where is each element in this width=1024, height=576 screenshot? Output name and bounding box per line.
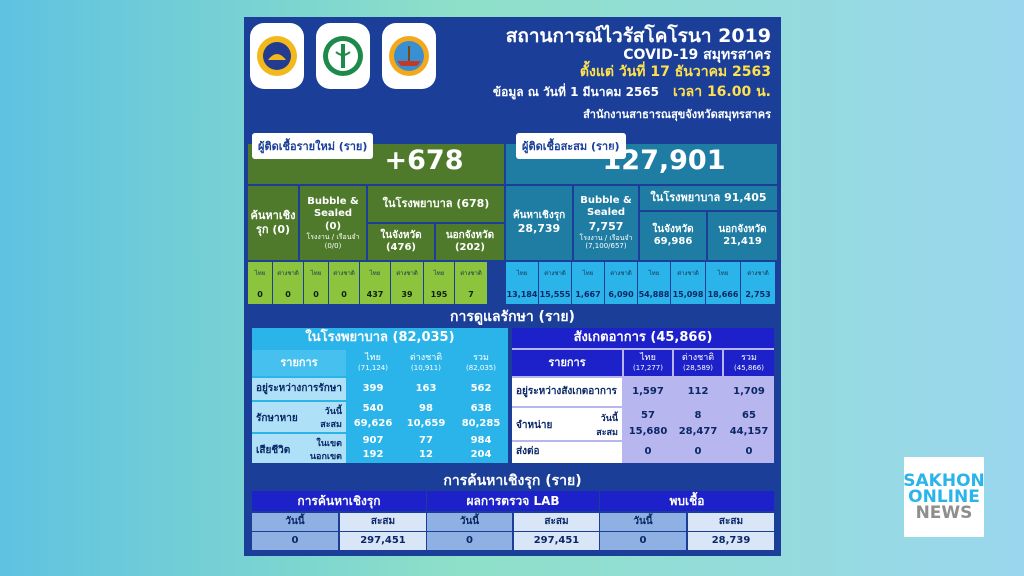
office-seal-logo — [382, 23, 436, 89]
new-col-header: ต่างชาติ — [391, 262, 423, 286]
search-cum-label: สะสม — [340, 513, 426, 531]
cum-col-value: 2,753 — [741, 286, 775, 304]
update-time: เวลา 16.00 น. — [672, 84, 771, 100]
cum-col-header: ไทย — [706, 262, 740, 286]
search-cum-value: 297,451 — [514, 532, 599, 550]
infographic-poster — [244, 17, 781, 556]
cumulative-total: 127,901 — [602, 145, 726, 176]
cum-active-label: ค้นหาเชิงรุก — [512, 209, 566, 221]
hospital-thai-count: (71,124) — [358, 364, 388, 373]
new-bubble — [300, 186, 366, 260]
cum-col-header: ต่างชาติ — [605, 262, 637, 286]
page-subtitle: COVID-19 สมุทรสาคร — [623, 47, 771, 63]
hospital-sum-header — [454, 350, 508, 376]
new-col-value: 437 — [360, 286, 390, 304]
cum-col-header: ต่างชาติ — [539, 262, 571, 286]
hospital-value: 562 — [470, 382, 492, 394]
cum-out-value: 21,419 — [723, 236, 762, 247]
cum-col-header: ต่างชาติ — [741, 262, 775, 286]
row-recovered-cum: สะสม — [320, 420, 342, 430]
hospital-sum-label: รวม — [473, 353, 489, 363]
cum-col-header: ไทย — [572, 262, 604, 286]
hospital-value: 399 — [362, 382, 384, 394]
search-col-header: ผลการตรวจ LAB — [427, 491, 599, 511]
row-discharged — [512, 408, 622, 440]
observe-sum-header — [724, 350, 774, 376]
new-col-header: ต่างชาติ — [329, 262, 359, 286]
watermark-line3: NEWS — [915, 503, 973, 524]
row-discharged-cum: สะสม — [596, 428, 618, 438]
hospital-value: 907 — [362, 434, 384, 446]
observe-foreign-header — [674, 350, 722, 376]
hospital-value: 98 — [419, 403, 433, 415]
hospital-value: 10,659 — [406, 418, 446, 430]
cum-in-value: 69,986 — [653, 236, 693, 247]
search-col-header: พบเชื้อ — [600, 491, 774, 511]
ministry-health-logo — [316, 23, 370, 89]
row-referred: ส่งต่อ — [512, 442, 622, 463]
search-cum-value: 28,739 — [688, 532, 774, 550]
cum-col-value: 1,667 — [572, 286, 604, 304]
observe-value: 1,597 — [632, 385, 664, 397]
page-title: สถานการณ์ไวรัสโคโรนา 2019 — [505, 25, 771, 47]
cum-in-label: ในจังหวัด — [652, 223, 694, 235]
care-section-title: การดูแลรักษา (ราย) — [450, 309, 575, 325]
data-date: ข้อมูล ณ วันที่ 1 มีนาคม 2565 — [492, 85, 659, 99]
row-recovered-label: รักษาหาย — [256, 413, 298, 424]
search-cum-value: 297,451 — [340, 532, 426, 550]
cum-in-province — [640, 212, 706, 260]
new-col-value: 195 — [424, 286, 454, 304]
cum-bubble-title: Bubble & Sealed — [580, 194, 632, 219]
observe-value: 8 — [694, 409, 702, 421]
hospital-value: 80,285 — [461, 418, 501, 430]
sakhon-online-news-watermark — [904, 457, 984, 537]
hospital-table-title: ในโรงพยาบาล (82,035) — [305, 329, 455, 345]
cum-col-value: 15,098 — [671, 286, 705, 304]
since-date: ตั้งแต่ วันที่ 17 ธันวาคม 2563 — [579, 64, 771, 80]
row-deaths-label: เสียชีวิต — [256, 445, 291, 456]
observe-value: 0 — [745, 446, 753, 458]
new-bubble-title: Bubble & Sealed — [307, 195, 359, 219]
row-deaths — [252, 434, 346, 463]
observe-value: 15,680 — [628, 425, 668, 437]
row-deaths-in: ในเขต — [316, 439, 342, 449]
cum-out-province — [708, 212, 777, 260]
cum-bubble-note: โรงงาน / เรือนจำ (7,100/657) — [579, 233, 633, 251]
search-today-label: วันนี้ — [252, 513, 338, 531]
observe-thai-header — [624, 350, 672, 376]
hospital-item-header: รายการ — [252, 350, 346, 376]
observe-foreign-label: ต่างชาติ — [681, 353, 715, 363]
new-hospital-header: ในโรงพยาบาล (678) — [368, 186, 504, 222]
new-col-header: ไทย — [424, 262, 454, 286]
new-in-province: ในจังหวัด (476) — [368, 224, 434, 260]
new-col-header: ไทย — [304, 262, 328, 286]
new-col-header: ต่างชาติ — [455, 262, 487, 286]
observe-value: 0 — [644, 446, 652, 458]
row-recovered-today: วันนี้ — [324, 407, 342, 417]
watermark-line1: SAKHON — [903, 470, 985, 491]
observe-item-header: รายการ — [512, 350, 622, 376]
hospital-thai-header — [348, 350, 398, 376]
cum-col-header: ไทย — [638, 262, 670, 286]
hospital-value: 204 — [470, 448, 492, 460]
new-cases-label: ผู้ติดเชื้อรายใหม่ (ราย) — [252, 133, 373, 159]
cum-active-value: 28,739 — [517, 222, 561, 236]
search-today-label: วันนี้ — [427, 513, 512, 531]
hospital-table — [252, 328, 508, 463]
cum-bubble-value: 7,757 — [588, 219, 624, 233]
new-active-search: ค้นหาเชิงรุก (0) — [248, 186, 298, 260]
search-col-header: การค้นหาเชิงรุก — [252, 491, 426, 511]
province-seal-logo — [250, 23, 304, 89]
cum-col-value: 54,888 — [638, 286, 670, 304]
hospital-foreign-header — [400, 350, 452, 376]
observe-value: 44,157 — [729, 425, 769, 437]
observe-table-title: สังเกตอาการ (45,866) — [512, 328, 774, 348]
new-col-value: 0 — [304, 286, 328, 304]
cum-col-header: ไทย — [506, 262, 538, 286]
row-discharged-label: จำหน่าย — [516, 420, 553, 431]
cum-col-value: 13,184 — [506, 286, 538, 304]
observe-value: 1,709 — [733, 385, 765, 397]
new-cases-total: +678 — [384, 145, 464, 176]
observe-value: 28,477 — [678, 425, 718, 437]
search-cum-label: สะสม — [514, 513, 599, 531]
cum-hospital-header: ในโรงพยาบาล 91,405 — [640, 186, 777, 210]
observe-value: 65 — [742, 409, 756, 421]
cum-out-label: นอกจังหวัด — [718, 223, 767, 235]
hospital-thai-label: ไทย — [365, 353, 381, 363]
row-discharged-today: วันนี้ — [600, 414, 618, 424]
new-col-value: 0 — [329, 286, 359, 304]
new-col-value: 0 — [248, 286, 272, 304]
hospital-value: 638 — [470, 403, 492, 415]
hospital-foreign-count: (10,911) — [411, 364, 441, 373]
search-section-title: การค้นหาเชิงรุก (ราย) — [443, 473, 582, 489]
observe-value: 57 — [641, 409, 655, 421]
cum-bubble — [574, 186, 638, 260]
observe-thai-count: (17,277) — [633, 364, 663, 373]
observe-value: 112 — [687, 385, 709, 397]
new-col-value: 0 — [273, 286, 303, 304]
search-today-value: 0 — [252, 532, 338, 550]
new-bubble-value: (0) — [324, 220, 342, 232]
observe-value: 0 — [694, 446, 702, 458]
new-col-header: ไทย — [248, 262, 272, 286]
search-cum-label: สะสม — [688, 513, 774, 531]
search-today-value: 0 — [600, 532, 686, 550]
new-col-value: 39 — [391, 286, 423, 304]
new-col-header: ไทย — [360, 262, 390, 286]
cumulative-label: ผู้ติดเชื้อสะสม (ราย) — [516, 133, 626, 159]
row-under-observation: อยู่ระหว่างสังเกตอาการ — [512, 378, 622, 406]
search-today-value: 0 — [427, 532, 512, 550]
row-deaths-out: นอกเขต — [309, 452, 342, 462]
hospital-value: 77 — [419, 434, 433, 446]
new-bubble-note: โรงงาน / เรือนจำ (0/0) — [306, 233, 360, 250]
observe-table — [512, 328, 774, 463]
hospital-value: 163 — [415, 382, 437, 394]
office-name: สำนักงานสาธารณสุขจังหวัดสมุทรสาคร — [583, 108, 771, 121]
hospital-value: 984 — [470, 434, 492, 446]
observe-foreign-count: (28,589) — [683, 364, 713, 373]
row-recovered — [252, 402, 346, 432]
hospital-value: 540 — [362, 403, 384, 415]
observe-sum-count: (45,866) — [734, 364, 764, 373]
cum-col-header: ต่างชาติ — [671, 262, 705, 286]
new-out-province: นอกจังหวัด (202) — [436, 224, 504, 260]
observe-thai-label: ไทย — [640, 353, 656, 363]
cum-col-value: 6,090 — [605, 286, 637, 304]
row-in-treatment: อยู่ระหว่างการรักษา — [252, 378, 346, 400]
hospital-value: 192 — [362, 448, 384, 460]
new-col-header: ต่างชาติ — [273, 262, 303, 286]
observe-sum-label: รวม — [741, 353, 757, 363]
cum-active-search — [506, 186, 572, 260]
new-col-value: 7 — [455, 286, 487, 304]
hospital-value: 12 — [419, 448, 433, 460]
cum-col-value: 15,555 — [539, 286, 571, 304]
hospital-value: 69,626 — [353, 418, 393, 430]
watermark-line2: ONLINE — [908, 486, 980, 507]
hospital-foreign-label: ต่างชาติ — [409, 353, 443, 363]
hospital-sum-count: (82,035) — [466, 364, 496, 373]
cum-col-value: 18,666 — [706, 286, 740, 304]
search-today-label: วันนี้ — [600, 513, 686, 531]
